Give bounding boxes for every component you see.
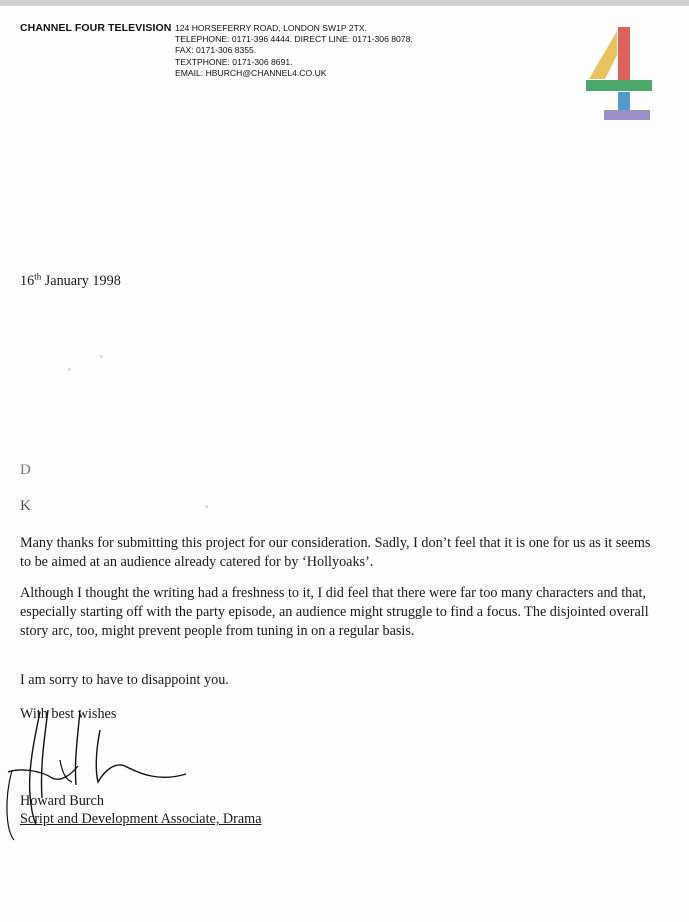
letterhead-email-line: EMAIL: HBURCH@CHANNEL4.CO.UK: [175, 67, 327, 78]
signatory-name: Howard Burch: [20, 793, 104, 809]
body-paragraph-3: I am sorry to have to disappoint you.: [20, 672, 229, 688]
body-paragraph-2: Although I thought the writing had a freshness to it, I did feel that there were far too many characters and that, especially starting off with the party episode, an audience might struggle to find a focus. The disjointed overall story arc, too, might prevent people from tuning in on a regular basis.: [20, 585, 649, 639]
scan-top-edge: [0, 0, 689, 6]
scan-speck: [205, 505, 208, 508]
letterhead-organization: CHANNEL FOUR TELEVISION: [20, 22, 172, 34]
closing-line: With best wishes: [20, 706, 117, 722]
letter-date: [20, 273, 121, 290]
letterhead-fax-line: FAX: 0171-306 8355.: [175, 45, 257, 56]
channel-4-logo-icon: [583, 25, 655, 122]
scan-speck: [68, 368, 71, 371]
signatory-title: Script and Development Associate, Drama: [20, 811, 262, 827]
salutation-fragment: D: [20, 462, 31, 478]
date-suffix: th: [34, 271, 42, 282]
date-month-year: January 1998: [41, 273, 121, 289]
letterhead-textphone-line: TEXTPHONE: 0171-306 8691.: [175, 56, 293, 67]
letterhead-phone-line: TELEPHONE: 0171-396 4444. DIRECT LINE: 0171-306 8078.: [175, 34, 413, 45]
reference-fragment: K: [20, 498, 31, 514]
letterhead-address-block: [175, 23, 413, 79]
body-paragraph-1: Many thanks for submitting this project for our consideration. Sadly, I don’t feel that it is one for us as it seems to be aimed at an audience already catered for by ‘Hollyoaks’.: [20, 535, 651, 570]
date-day: 16: [20, 273, 35, 289]
letterhead-address-line: 124 HORSEFERRY ROAD, LONDON SW1P 2TX.: [175, 23, 367, 33]
scan-speck: [100, 355, 103, 358]
